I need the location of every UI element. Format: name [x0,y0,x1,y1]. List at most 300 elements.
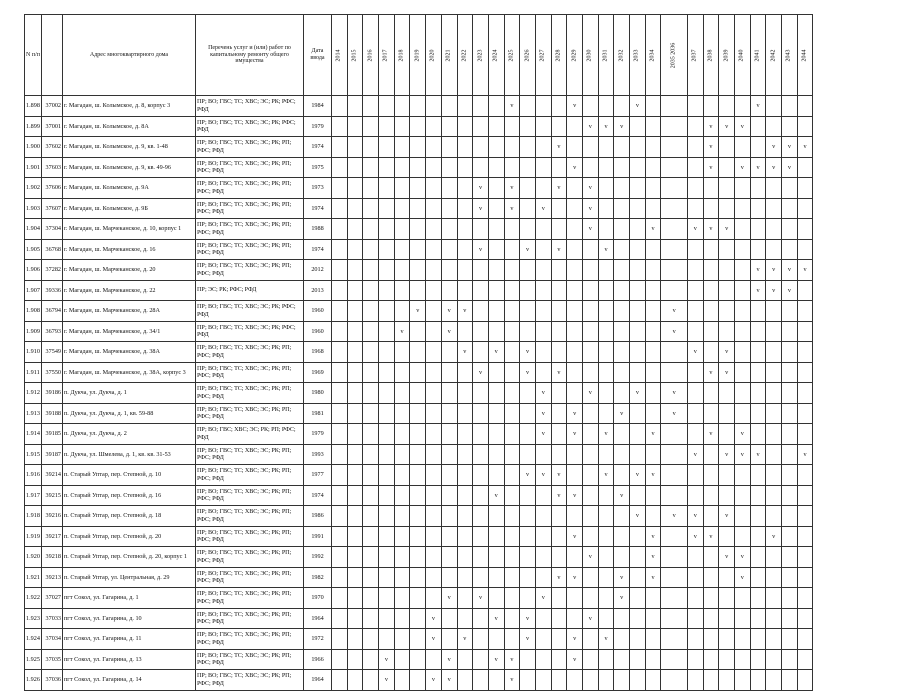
empty-cell [630,116,646,137]
empty-cell [551,547,567,568]
empty-cell [347,383,363,404]
building-id: 39185 [42,424,63,445]
address-cell: г. Магадан, ш. Марчеканское, д. 28А [63,301,196,322]
empty-cell [394,506,410,527]
empty-cell [782,629,798,650]
empty-cell [797,649,813,670]
year-label: 2037 [691,48,698,61]
empty-cell [661,547,688,568]
empty-cell [332,301,348,322]
empty-cell [379,321,395,342]
empty-cell [347,649,363,670]
repair-mark: v [473,588,489,609]
empty-cell [782,608,798,629]
empty-cell [457,96,473,117]
row-number: 1.918 [25,506,42,527]
empty-cell [410,670,426,691]
works-cell: ПР; ВО; ГВС; ХВС; ЭС; РК; РП; РФС; РФД [196,424,304,445]
empty-cell [441,96,457,117]
building-id: 37034 [42,629,63,650]
header-year-col [750,15,766,96]
repair-mark: v [735,424,751,445]
empty-cell [735,629,751,650]
empty-cell [551,506,567,527]
repair-mark: v [583,608,599,629]
empty-cell [614,506,630,527]
empty-cell [583,280,599,301]
empty-cell [750,649,766,670]
empty-cell [630,608,646,629]
repair-mark: v [703,157,719,178]
building-id: 39216 [42,506,63,527]
empty-cell [347,342,363,363]
address-cell: г. Магадан, ш. Марчеканское, д. 34/1 [63,321,196,342]
empty-cell [782,424,798,445]
empty-cell [797,219,813,240]
empty-cell [441,567,457,588]
empty-cell [645,506,661,527]
year-label: 2042 [770,48,777,61]
empty-cell [394,260,410,281]
empty-cell [797,178,813,199]
works-cell: ПР; ВО; ГВС; ТС; ХВС; ЭС; РК; РП; РФС; РФД [196,588,304,609]
empty-cell [347,321,363,342]
empty-cell [614,547,630,568]
repair-mark: v [567,567,583,588]
works-cell: ПР; ВО; ГВС; ТС; ХВС; ЭС; РК; РП; РФС; РФД [196,547,304,568]
empty-cell [614,280,630,301]
repair-mark: v [598,116,614,137]
empty-cell [379,403,395,424]
empty-cell [567,342,583,363]
empty-cell [551,198,567,219]
empty-cell [598,588,614,609]
empty-cell [441,485,457,506]
empty-cell [630,588,646,609]
empty-cell [614,321,630,342]
empty-cell [719,321,735,342]
repair-mark: v [782,260,798,281]
header-year-col [567,15,583,96]
repair-mark: v [766,526,782,547]
empty-cell [797,116,813,137]
empty-cell [520,260,536,281]
empty-cell [583,137,599,158]
empty-cell [645,198,661,219]
commission-year-cell: 1974 [304,485,332,506]
commission-year-cell: 1964 [304,670,332,691]
empty-cell [719,260,735,281]
empty-cell [410,157,426,178]
empty-cell [520,588,536,609]
empty-cell [504,219,520,240]
empty-cell [766,629,782,650]
header-id [42,15,63,96]
empty-cell [457,383,473,404]
header-year-col [797,15,813,96]
address-cell: г. Магадан, ш. Колымское, д. 8А [63,116,196,137]
empty-cell [766,239,782,260]
empty-cell [797,342,813,363]
empty-cell [797,588,813,609]
works-cell: ПР; ВО; ГВС; ТС; ХВС; ЭС; РК; РП; РФС; РФД [196,526,304,547]
commission-year-cell: 1986 [304,506,332,527]
empty-cell [457,444,473,465]
repair-mark: v [735,444,751,465]
empty-cell [703,178,719,199]
empty-cell [735,178,751,199]
empty-cell [535,362,551,383]
empty-cell [719,403,735,424]
empty-cell [567,116,583,137]
empty-cell [520,526,536,547]
empty-cell [410,649,426,670]
commission-year-cell: 1979 [304,116,332,137]
commission-year-cell: 1968 [304,342,332,363]
empty-cell [473,547,489,568]
empty-cell [551,260,567,281]
row-number: 1.901 [25,157,42,178]
building-id: 39188 [42,403,63,424]
empty-cell [687,485,703,506]
empty-cell [504,301,520,322]
empty-cell [473,649,489,670]
empty-cell [797,567,813,588]
empty-cell [426,260,442,281]
empty-cell [410,403,426,424]
empty-cell [504,116,520,137]
empty-cell [598,444,614,465]
empty-cell [614,198,630,219]
year-label: 2043 [785,48,792,61]
empty-cell [363,567,379,588]
empty-cell [797,96,813,117]
building-id: 36793 [42,321,63,342]
repair-mark: v [583,198,599,219]
empty-cell [504,383,520,404]
building-id: 37035 [42,649,63,670]
empty-cell [363,403,379,424]
empty-cell [750,608,766,629]
year-label: 2025 [508,48,515,61]
empty-cell [797,526,813,547]
empty-cell [782,219,798,240]
empty-cell [410,321,426,342]
empty-cell [645,588,661,609]
table-row [25,485,813,506]
empty-cell [614,526,630,547]
empty-cell [551,219,567,240]
empty-cell [441,342,457,363]
header-year-col [766,15,782,96]
empty-cell [363,280,379,301]
empty-cell [567,280,583,301]
empty-cell [457,280,473,301]
table-row [25,362,813,383]
empty-cell [735,301,751,322]
empty-cell [551,280,567,301]
row-number: 1.905 [25,239,42,260]
empty-cell [457,137,473,158]
repair-mark: v [719,342,735,363]
empty-cell [488,301,504,322]
empty-cell [379,444,395,465]
repair-mark: v [567,403,583,424]
empty-cell [457,116,473,137]
empty-cell [535,444,551,465]
empty-cell [661,588,688,609]
empty-cell [363,588,379,609]
empty-cell [614,424,630,445]
empty-cell [410,362,426,383]
building-id: 39215 [42,485,63,506]
year-label: 2021 [445,48,452,61]
empty-cell [735,342,751,363]
empty-cell [719,588,735,609]
repair-mark: v [488,342,504,363]
repair-mark: v [703,116,719,137]
empty-cell [735,485,751,506]
building-id: 39217 [42,526,63,547]
row-number: 1.900 [25,137,42,158]
empty-cell [797,424,813,445]
empty-cell [410,219,426,240]
empty-cell [598,649,614,670]
repair-mark: v [473,178,489,199]
empty-cell [687,465,703,486]
empty-cell [645,96,661,117]
empty-cell [782,506,798,527]
address-cell: п. Старый Уптар, ул. Центральная, д. 29 [63,567,196,588]
empty-cell [347,403,363,424]
empty-cell [703,567,719,588]
empty-cell [661,465,688,486]
repair-mark: v [782,280,798,301]
empty-cell [457,198,473,219]
row-number: 1.924 [25,629,42,650]
empty-cell [719,178,735,199]
works-cell: ПР; ВО; ГВС; ТС; ХВС; ЭС; РК; РФС; РФД [196,116,304,137]
empty-cell [598,321,614,342]
repair-mark: v [766,260,782,281]
empty-cell [363,424,379,445]
commission-year-cell: 1993 [304,444,332,465]
empty-cell [332,96,348,117]
repair-mark: v [520,629,536,650]
empty-cell [363,198,379,219]
empty-cell [441,526,457,547]
empty-cell [379,485,395,506]
empty-cell [441,157,457,178]
table-row [25,96,813,117]
empty-cell [735,588,751,609]
table-row [25,465,813,486]
empty-cell [410,608,426,629]
repair-mark: v [410,301,426,322]
row-number: 1.911 [25,362,42,383]
repair-mark: v [457,629,473,650]
empty-cell [750,547,766,568]
works-cell: ПР; ЭС; РК; РФС; РФД [196,280,304,301]
empty-cell [332,485,348,506]
row-number: 1.916 [25,465,42,486]
repair-mark: v [535,465,551,486]
empty-cell [567,178,583,199]
empty-cell [750,342,766,363]
repair-mark: v [614,116,630,137]
table-row [25,301,813,322]
commission-year-cell: 1974 [304,198,332,219]
empty-cell [630,547,646,568]
empty-cell [363,670,379,691]
row-number: 1.910 [25,342,42,363]
building-id: 37607 [42,198,63,219]
empty-cell [488,116,504,137]
empty-cell [645,137,661,158]
empty-cell [379,116,395,137]
empty-cell [766,567,782,588]
empty-cell [363,383,379,404]
empty-cell [797,239,813,260]
empty-cell [441,137,457,158]
empty-cell [394,157,410,178]
empty-cell [394,526,410,547]
year-label: 2038 [707,48,714,61]
header-year-col [661,15,688,96]
empty-cell [567,219,583,240]
empty-cell [782,526,798,547]
empty-cell [703,383,719,404]
repair-mark: v [614,485,630,506]
repair-mark: v [394,321,410,342]
table-row [25,506,813,527]
empty-cell [504,403,520,424]
repair-mark: v [551,465,567,486]
repair-mark: v [567,485,583,506]
empty-cell [332,280,348,301]
empty-cell [645,670,661,691]
empty-cell [583,485,599,506]
empty-cell [551,116,567,137]
empty-cell [379,260,395,281]
repair-mark: v [598,629,614,650]
empty-cell [488,198,504,219]
year-label: 2022 [461,48,468,61]
empty-cell [441,444,457,465]
empty-cell [750,321,766,342]
empty-cell [332,567,348,588]
empty-cell [719,280,735,301]
address-cell: п. Дукча, ул. Дукча, д. 1 [63,383,196,404]
empty-cell [766,96,782,117]
empty-cell [457,526,473,547]
empty-cell [457,485,473,506]
empty-cell [457,670,473,691]
empty-cell [630,342,646,363]
empty-cell [687,670,703,691]
empty-cell [567,301,583,322]
empty-cell [332,137,348,158]
building-id: 37549 [42,342,63,363]
empty-cell [426,485,442,506]
empty-cell [520,301,536,322]
empty-cell [394,403,410,424]
empty-cell [630,260,646,281]
works-cell: ПР; ВО; ГВС; ТС; ХВС; ЭС; РК; РП; РФС; РФД [196,608,304,629]
address-cell: п. Старый Уптар, пер. Степной, д. 18 [63,506,196,527]
empty-cell [363,608,379,629]
repair-mark: v [535,198,551,219]
empty-cell [703,670,719,691]
header-year-col [735,15,751,96]
year-label: 2032 [618,48,625,61]
empty-cell [520,321,536,342]
empty-cell [687,116,703,137]
commission-year-cell: 1970 [304,588,332,609]
empty-cell [347,506,363,527]
empty-cell [363,342,379,363]
empty-cell [583,321,599,342]
building-id: 37027 [42,588,63,609]
works-cell: ПР; ВО; ГВС; ТС; ХВС; ЭС; РК; РФС; РФД [196,96,304,117]
empty-cell [520,96,536,117]
year-label: 2023 [477,48,484,61]
empty-cell [379,198,395,219]
empty-cell [797,608,813,629]
empty-cell [797,465,813,486]
empty-cell [583,342,599,363]
empty-cell [797,157,813,178]
year-label: 2039 [723,48,730,61]
empty-cell [488,137,504,158]
year-label: 2034 [649,48,656,61]
empty-cell [782,567,798,588]
empty-cell [410,526,426,547]
empty-cell [598,198,614,219]
empty-cell [567,444,583,465]
empty-cell [347,260,363,281]
header-year-col [630,15,646,96]
empty-cell [535,280,551,301]
empty-cell [347,670,363,691]
empty-cell [797,547,813,568]
empty-cell [551,403,567,424]
commission-year-cell: 1988 [304,219,332,240]
empty-cell [488,629,504,650]
empty-cell [535,260,551,281]
empty-cell [598,383,614,404]
repair-mark: v [687,219,703,240]
empty-cell [735,321,751,342]
empty-cell [535,178,551,199]
row-number: 1.903 [25,198,42,219]
empty-cell [797,670,813,691]
repair-mark: v [645,465,661,486]
empty-cell [504,239,520,260]
empty-cell [332,670,348,691]
empty-cell [410,137,426,158]
header-year-col [520,15,536,96]
works-cell: ПР; ВО; ГВС; ТС; ХВС; ЭС; РК; РП; РФС; РФД [196,444,304,465]
repair-mark: v [551,362,567,383]
empty-cell [394,547,410,568]
empty-cell [504,362,520,383]
year-label: 2016 [367,48,374,61]
empty-cell [379,301,395,322]
empty-cell [473,219,489,240]
empty-cell [735,137,751,158]
repair-mark: v [750,444,766,465]
